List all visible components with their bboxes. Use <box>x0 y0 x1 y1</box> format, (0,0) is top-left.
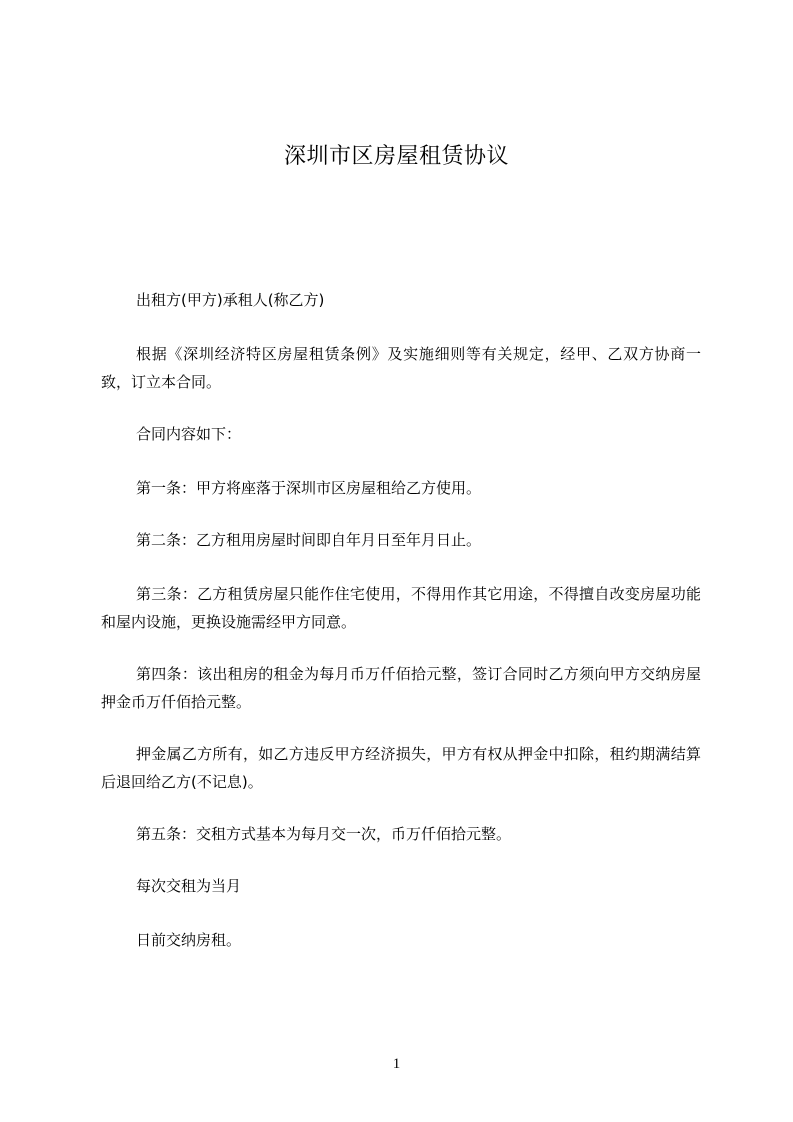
paragraph-deposit: 押金属乙方所有，如乙方违反甲方经济损失，甲方有权从押金中扣除，租约期满结算后退回给乙方(不记息)。 <box>101 745 701 791</box>
paragraph-preamble: 根据《深圳经济特区房屋租赁条例》及实施细则等有关规定，经甲、乙双方协商一致，订立本合同。 <box>101 345 701 391</box>
paragraph-contents-intro: 合同内容如下： <box>136 425 242 443</box>
document-title: 深圳市区房屋租赁协议 <box>283 144 509 169</box>
paragraph-article-2: 第二条：乙方租用房屋时间即自年月日至年月日止。 <box>136 531 482 549</box>
paragraph-article-4: 第四条：该出租房的租金为每月币万仟佰拾元整，签订合同时乙方须向甲方交纳房屋押金币万仟佰拾元整。 <box>101 665 701 711</box>
paragraph-article-3: 第三条：乙方租赁房屋只能作住宅使用，不得用作其它用途，不得擅自改变房屋功能和屋内设施，更换设施需经甲方同意。 <box>101 585 701 631</box>
paragraph-parties: 出租方(甲方)承租人(称乙方) <box>136 291 325 309</box>
paragraph-rent-due: 日前交纳房租。 <box>136 931 242 949</box>
page-number: 1 <box>392 1056 401 1072</box>
paragraph-article-5: 第五条：交租方式基本为每月交一次，币万仟佰拾元整。 <box>136 825 512 843</box>
paragraph-article-1: 第一条：甲方将座落于深圳市区房屋租给乙方使用。 <box>136 479 482 497</box>
paragraph-rent-timing: 每次交租为当月 <box>136 877 242 895</box>
